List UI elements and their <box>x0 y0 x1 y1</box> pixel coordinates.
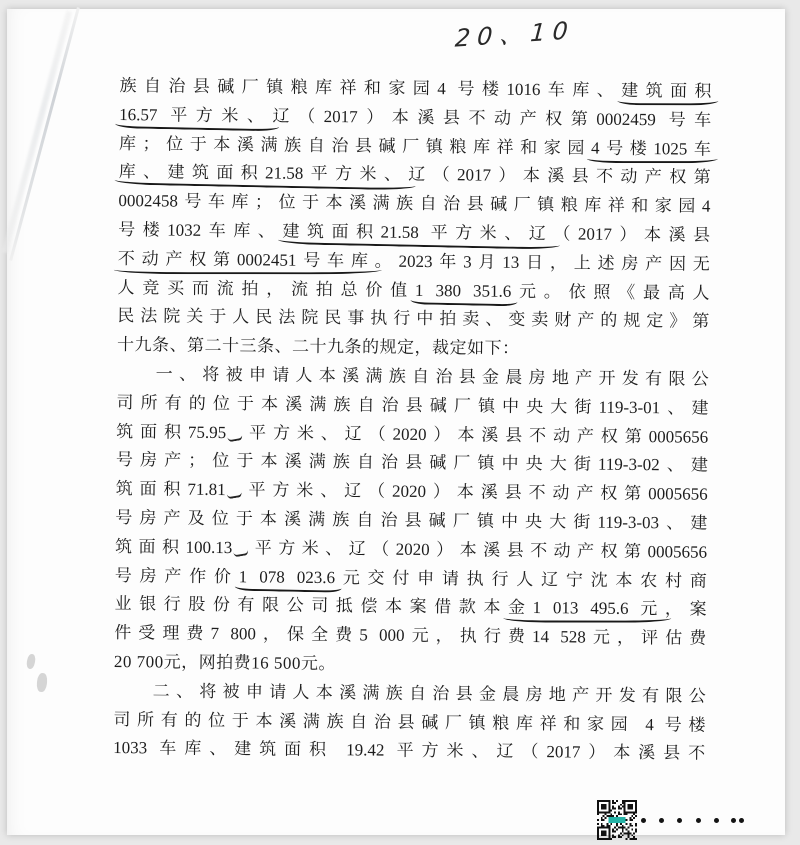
text-line <box>113 734 705 768</box>
dot <box>739 818 744 823</box>
text-segment: 号房产；位于本溪满族自治县碱厂镇中央大街119-3-02、建 <box>115 450 708 476</box>
margin-smudge <box>26 653 36 669</box>
dot <box>714 818 719 823</box>
text-segment: （2017）本溪县 <box>553 224 711 245</box>
underlined-text: 1 078 023.6 <box>238 566 336 587</box>
text-segment: 司所有的位于本溪满族自治县碱厂镇粮库祥和家园 4 号楼 <box>113 709 706 735</box>
dot <box>696 818 701 823</box>
ellipsis-dots <box>641 815 761 825</box>
text-segment: 民法院关于人民法院民事执行中拍卖、变卖财产的规定》第 <box>117 306 710 332</box>
text-segment: 人竞买而流拍，流拍总价值 <box>117 277 416 300</box>
handwritten-swoosh-mark-icon <box>226 486 243 499</box>
underlined-text: 金1 013 495.6 元 <box>507 598 666 619</box>
text-segment: 0002458号车库；位于本溪满族自治县碱厂镇粮库祥和家园4 <box>118 191 711 216</box>
text-segment: 件受理费7 800，保全费5 000元，执行费14 528元，评估费 <box>114 623 707 648</box>
text-segment: 筑面积100.13 <box>114 536 233 557</box>
margin-smudge <box>36 673 48 693</box>
page-crease <box>9 7 80 261</box>
dot <box>677 818 682 823</box>
text-segment: 平方米、辽（2020）本溪县不动产权第0005656 <box>242 422 709 447</box>
text-segment: 。2023年3月13日，上述房产因无 <box>374 251 710 274</box>
text-segment: 十九条、第二十三条、二十九条的规定，裁定如下： <box>116 335 520 359</box>
underlined-text: 建筑面积21.58 平方米、辽 <box>282 221 554 244</box>
underlined-text: 4号楼1025车 <box>590 138 712 159</box>
underlined-text: 1 380 351.6 <box>414 280 512 301</box>
text-segment: 平方米、辽（2020）本溪县不动产权第0005656 <box>248 538 708 562</box>
text-segment: 元交付申请执行人辽宁沈本农村商 <box>334 567 707 591</box>
text-segment: 二、将被申请人本溪满族自治县金晨房地产开发有限公 <box>152 681 706 706</box>
dot <box>641 818 646 823</box>
underlined-text: 库、建筑面积21.58平方米、 <box>118 162 409 185</box>
handwritten-swoosh-mark-icon <box>232 544 249 557</box>
qr-code-icon <box>597 800 637 840</box>
text-segment: 1033 车库、建筑面积 19.42 平方米、辽（2017）本溪县不 <box>113 738 706 764</box>
text-segment: 筑面积75.95 <box>116 421 227 442</box>
text-segment: 号房产及位于本溪满族自治县碱厂镇中央大街119-3-03、建 <box>115 507 708 533</box>
text-block <box>113 72 712 769</box>
underlined-text: 不动产权第0002451号车库 <box>117 248 375 271</box>
text-line <box>118 245 710 279</box>
text-segment: 筑面积71.81 <box>115 479 226 500</box>
text-segment: 司所有的位于本溪满族自治县碱厂镇中央大街119-3-01、建 <box>116 392 709 418</box>
underlined-text: 建筑面积 <box>621 80 712 101</box>
handwritten-swoosh-mark-icon <box>226 429 243 442</box>
text-segment: 辽（2017）本溪县不动产权第0002459 号车 <box>272 106 712 130</box>
dot <box>659 818 664 823</box>
text-segment: ，案 <box>664 599 707 620</box>
text-segment: 业银行股份有限公司抵偿本案借款本 <box>114 594 509 618</box>
paper-page <box>7 9 785 835</box>
text-segment: 族自治县碱厂镇粮库祥和家园4 号楼1016车库、 <box>119 76 622 100</box>
dot <box>731 818 736 823</box>
text-segment: 号房产作价 <box>114 565 239 586</box>
underlined-text: 16.57 平方米、 <box>119 104 273 126</box>
handwritten-note: 20、10 <box>454 16 576 53</box>
text-segment: 20 700元，网拍费16 500元。 <box>113 651 337 674</box>
text-segment: 平方米、辽（2020）本溪县不动产权第0005656 <box>241 480 708 504</box>
text-segment: 辽（2017）本溪县不动产权第 <box>408 165 711 188</box>
text-segment: 元。依照《最高人 <box>511 281 710 303</box>
page-crease-shadow <box>2 10 73 253</box>
text-segment: 库；位于本溪满族自治县碱厂镇粮库祥和家园 <box>118 133 592 158</box>
text-segment: 号楼1032车库、 <box>118 220 283 241</box>
text-segment: 一、将被申请人本溪满族自治县金晨房地产开发有限公 <box>155 364 709 389</box>
